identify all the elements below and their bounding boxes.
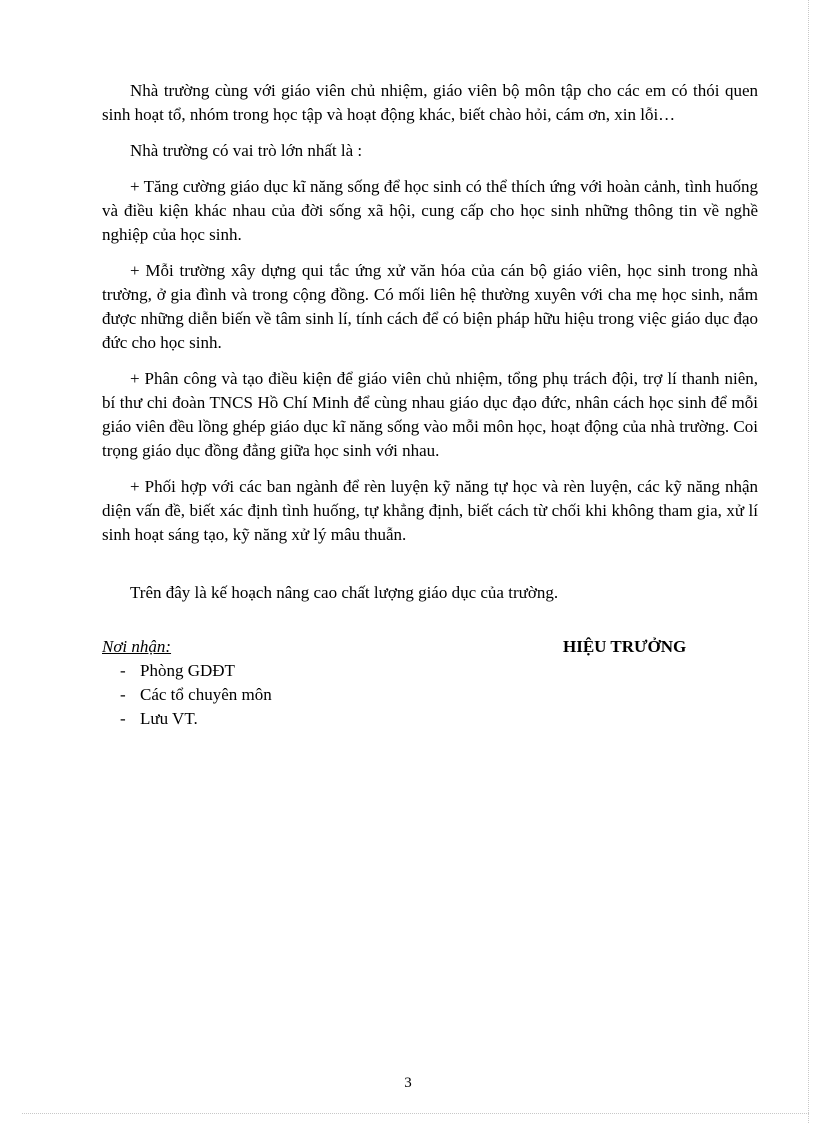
recipient-item bbox=[102, 683, 382, 707]
paragraph-assignment: + Phân công và tạo điều kiện để giáo viên chủ nhiệm, tổng phụ trách đội, trợ lí thanh niên, bí thư chi đoàn TNCS Hồ Chí Minh để cùng nhau giáo dục đạo đức, nhân cách học sinh để mỗi giáo viên đều lồng ghép giáo dục kĩ năng sống vào mỗi môn học, hoạt động của nhà trường. Coi trọng giáo dục đồng đẳng giữa học sinh với nhau. bbox=[102, 369, 758, 460]
recipient-label: Các tổ chuyên môn bbox=[140, 685, 272, 704]
body-text bbox=[102, 79, 758, 605]
recipient-item bbox=[102, 707, 382, 731]
recipients-list bbox=[102, 659, 382, 731]
recipient-item bbox=[102, 659, 382, 683]
recipient-label: Phòng GDĐT bbox=[140, 661, 235, 680]
paragraph-role-heading: Nhà trường có vai trò lớn nhất là : bbox=[130, 141, 363, 160]
paragraph-code-of-conduct: + Mỗi trường xây dựng qui tắc ứng xử văn hóa của cán bộ giáo viên, học sinh trong nhà trường, ở gia đình và trong cộng đồng. Có mối liên hệ thường xuyên với cha mẹ học sinh, nắm được những diễn biến về tâm sinh lí, tính cách để có biện pháp hữu hiệu trong việc giáo dục đạo đức cho học sinh. bbox=[102, 261, 758, 352]
recipients-title: Nơi nhận: bbox=[102, 637, 172, 656]
page-edge-bottom bbox=[22, 1113, 809, 1114]
recipients-block bbox=[102, 635, 382, 731]
signature-title: HIỆU TRƯỞNG bbox=[563, 637, 687, 656]
paragraph-intro: Nhà trường cùng với giáo viên chủ nhiệm, giáo viên bộ môn tập cho các em có thói quen sinh hoạt tổ, nhóm trong học tập và hoạt động khác, biết chào hỏi, cám ơn, xin lỗi… bbox=[102, 81, 758, 124]
page-edge-right bbox=[808, 0, 809, 1123]
list-dash: - bbox=[120, 709, 126, 728]
paragraph-life-skills: + Tăng cường giáo dục kĩ năng sống để học sinh có thể thích ứng với hoàn cảnh, tình huống và điều kiện khác nhau của đời sống xã hội, cung cấp cho học sinh những thông tin về nghề nghiệp của học sinh. bbox=[102, 177, 758, 244]
list-dash: - bbox=[120, 685, 126, 704]
page-number: 3 bbox=[404, 1075, 412, 1091]
closing-statement: Trên đây là kế hoạch nâng cao chất lượng giáo dục của trường. bbox=[130, 583, 559, 602]
list-dash: - bbox=[120, 661, 126, 680]
paragraph-coordination: + Phối hợp với các ban ngành để rèn luyện kỹ năng tự học và rèn luyện, các kỹ năng nhận diện vấn đề, biết xác định tình huống, tự khẳng định, biết cách từ chối khi không tham gia, xử lí sinh hoạt sáng tạo, kỹ năng xử lý mâu thuẫn. bbox=[102, 477, 758, 544]
recipient-label: Lưu VT. bbox=[140, 709, 198, 728]
